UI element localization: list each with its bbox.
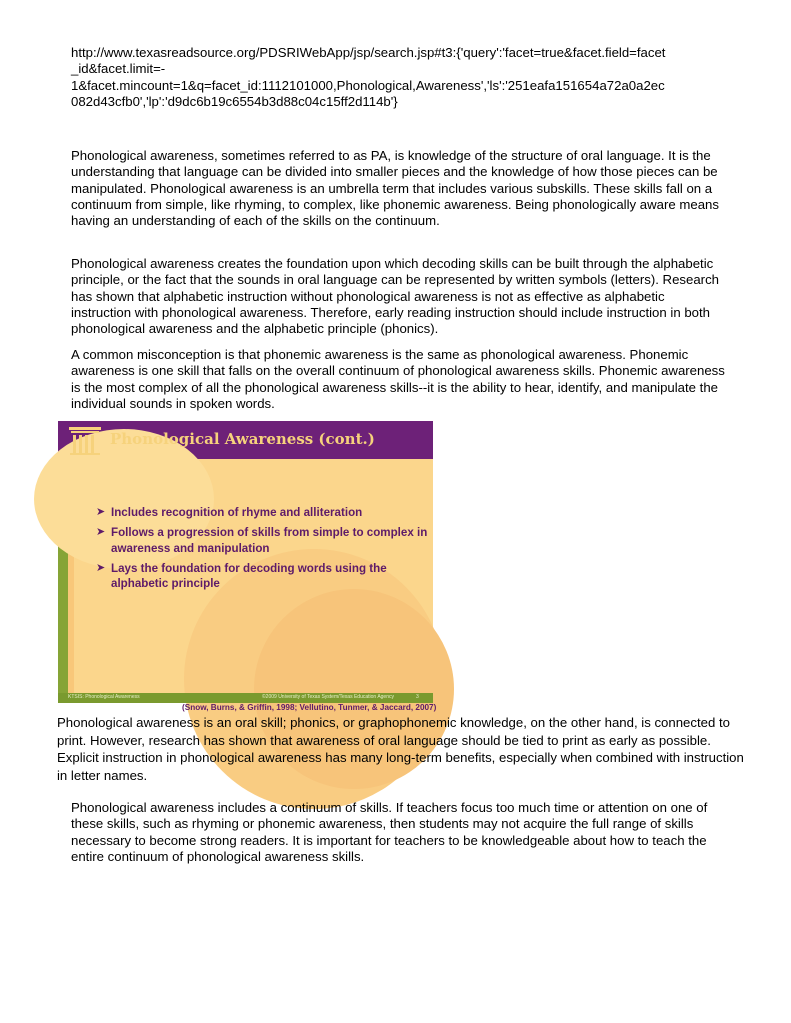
slide-page-number: 3 — [416, 694, 419, 700]
paragraph-misconception: A common misconception is that phonemic awareness is the same as phonological awareness. Phonemic awareness is one skill that falls on the overall continuum of phonological awareness skills. Phonemic awareness is the most complex of all the phonological awareness skills--it is the ability to hear, identify, and manipulate the individual sounds in spoken words. — [71, 347, 725, 411]
slide-image — [58, 421, 437, 712]
arrow-bullet-icon: ➤ — [96, 561, 106, 574]
paragraph-continuum: Phonological awareness includes a continuum of skills. If teachers focus too much time or attention on one of these skills, such as rhyming or phonemic awareness, then students may not acquire the full range of skills necessary to become strong readers. It is important for teachers to be knowledgeable about how to teach the entire continuum of phonological awareness skills. — [71, 800, 708, 864]
source-url: http://www.texasreadsource.org/PDSRIWebApp/jsp/search.jsp#t3:{'query':'facet=true&facet.field=facet _id&facet.limit=- 1&facet.mincount=1&q=facet_id:1112101000,Phonological,Awareness','ls':'251eafa151654a72a0a2ec 082d43cfb0','lp':'d9dc6b19c6554b3d88c04c15ff2d114b'} — [71, 45, 666, 110]
slide-bullet: ➤ Lays the foundation for decoding words using the alphabetic principle — [96, 561, 387, 590]
arrow-bullet-icon: ➤ — [96, 526, 106, 538]
slide-title: Phonological Awareness (cont.) — [110, 430, 375, 448]
slide-bullet: ➤ Includes recognition of rhyme and alliteration — [96, 506, 363, 519]
arrow-bullet-icon: ➤ — [96, 506, 106, 518]
slide-citation: (Snow, Burns, & Griffin, 1998; Vellutino, Tunmer, & Jaccard, 2007) — [182, 703, 437, 712]
paragraph-definition: Phonological awareness, sometimes referred to as PA, is knowledge of the structure of oral language. It is the understanding that language can be divided into smaller pieces and the knowledge of how those pieces can be manipulated. Phonological awareness is an umbrella term that includes various subskills. These skills fall on a continuum from simple, like rhyming, to complex, like phonemic awareness. Being phonologically aware means having an understanding of each of the skills on the continuum. — [71, 148, 719, 229]
slide-bullet-list — [96, 505, 436, 596]
slide-footer-copyright: ©2009 University of Texas System/Texas Education Agency — [262, 694, 394, 700]
slide-bullet: ➤ Follows a progression of skills from simple to complex in awareness and manipulation — [96, 526, 428, 555]
slide-footer-left: KTSIS: Phonological Awareness — [68, 694, 140, 700]
paragraph-oral-skill: Phonological awareness is an oral skill; phonics, or graphophonemic knowledge, on the other hand, is connected to print. However, research has shown that awareness of oral language should be tied to print as early as possible. Explicit instruction in phonological awareness has many long-term benefits, especially when combined with instruction in letter names. — [57, 715, 744, 783]
pillar-icon — [68, 426, 102, 456]
paragraph-foundation: Phonological awareness creates the foundation upon which decoding skills can be built through the alphabetic principle, or the fact that the sounds in oral language can be represented by written symbols (letters). Research has shown that alphabetic instruction without phonological awareness is not as effective as alphabetic instruction with phonological awareness. Therefore, early reading instruction should include instruction in both phonological awareness and the alphabetic principle (phonics). — [71, 256, 719, 337]
